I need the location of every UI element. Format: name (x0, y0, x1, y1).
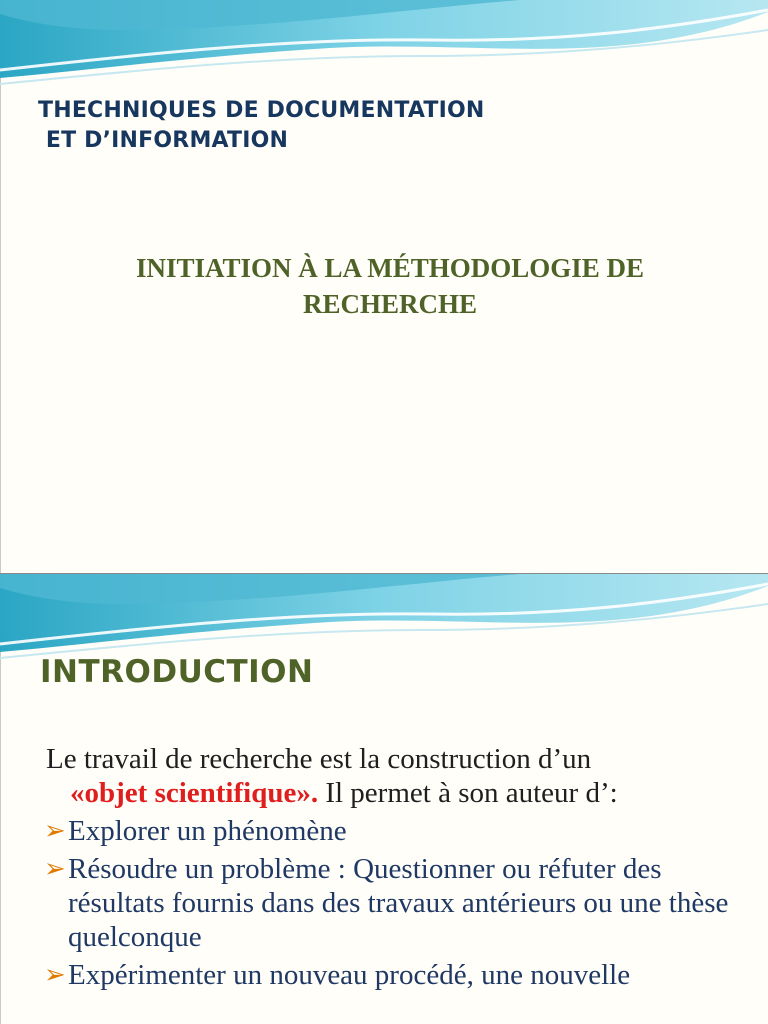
arrow-bullet-icon: ➢ (44, 816, 66, 846)
list-item (46, 852, 746, 954)
wave-decoration-top (0, 0, 768, 90)
intro-paragraph (46, 742, 746, 810)
introduction-slide (0, 574, 768, 1024)
subtitle-line-1: THECHNIQUES DE DOCUMENTATION (38, 98, 485, 123)
slide-title (60, 250, 720, 322)
bullet-text: Résoudre un problème : Questionner ou réfuter des résultats fournis dans des travaux antérieurs ou une thèse quelconque (68, 853, 729, 953)
bullet-text: Explorer un phénomène (68, 815, 347, 847)
slide-heading: INTRODUCTION (40, 654, 314, 690)
arrow-bullet-icon: ➢ (44, 854, 66, 884)
course-subtitle (38, 96, 484, 156)
intro-text-2: Il permet à son auteur d’: (318, 777, 618, 809)
bullet-list (46, 814, 746, 992)
list-item (46, 958, 746, 992)
bullet-text: Expérimenter un nouveau procédé, une nouvelle (68, 959, 631, 991)
list-item (46, 814, 746, 848)
title-line-1: INITIATION À LA MÉTHODOLOGIE DE (135, 253, 645, 283)
highlight-term: «objet scientifique». (70, 777, 319, 809)
slide-body (46, 742, 746, 992)
subtitle-line-2: ET D’INFORMATION (38, 128, 289, 153)
wave-decoration-top (0, 574, 768, 664)
intro-text-1: Le travail de recherche est la construction d’un (46, 743, 592, 775)
arrow-bullet-icon: ➢ (44, 960, 66, 990)
title-line-2: RECHERCHE (302, 289, 478, 319)
